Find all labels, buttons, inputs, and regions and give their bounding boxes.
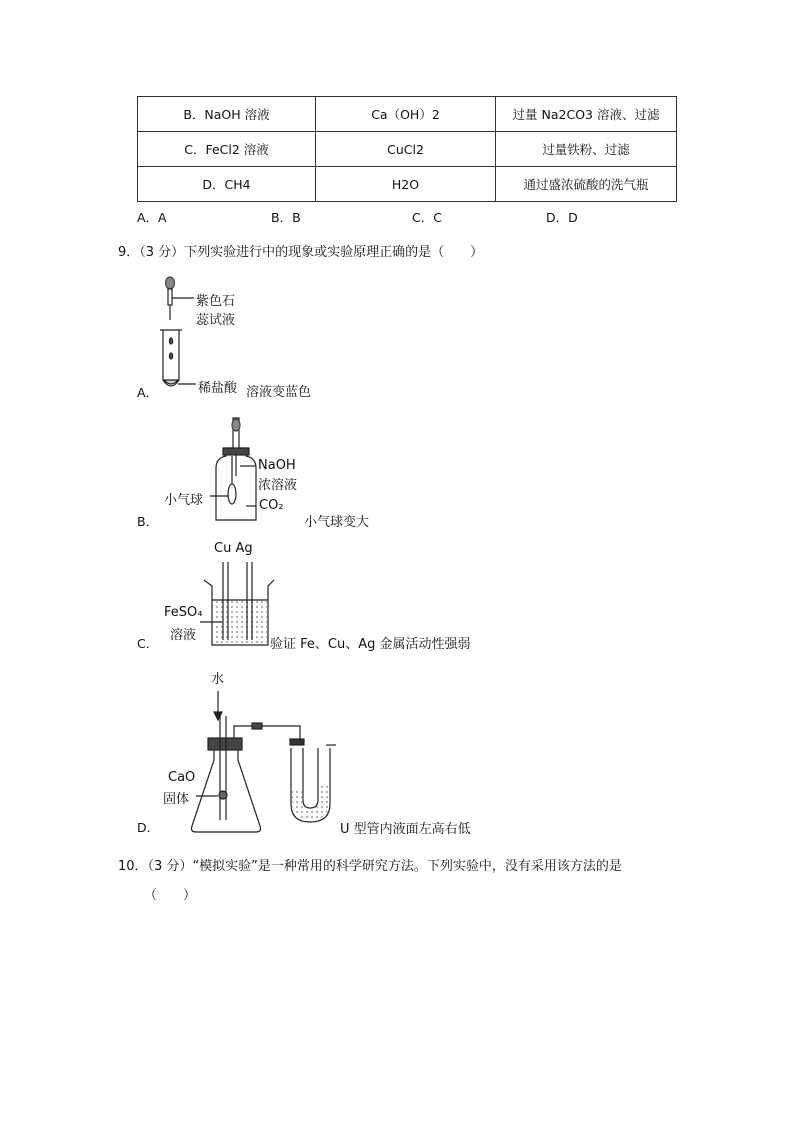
reagent-label-2: 蕊试液 [196,313,236,328]
table-cell-method: 过量铁粉、过滤 [496,132,677,167]
table-cell-impurity: Ca（OH）2 [316,97,496,132]
choice-c-letter[interactable]: C． [137,636,159,651]
beaker-icon [204,562,274,645]
test-tube-icon [160,330,182,386]
gas-label: CO₂ [259,498,284,513]
choice-a-letter[interactable]: A． [137,385,159,400]
question-9-stem: 9．（3 分）下列实验进行中的现象或实验原理正确的是（ ） [118,245,484,260]
result-c: 验证 Fe、Cu、Ag 金属活动性强弱 [270,637,471,652]
solid-label-1: CaO [168,770,196,785]
table-cell-impurity: H2O [316,167,496,202]
table-cell-option: D．CH4 [138,167,316,202]
metals-label: Cu Ag [214,541,253,556]
table-cell-option: B．NaOH 溶液 [138,97,316,132]
solid-label-2: 固体 [163,792,190,807]
result-d: U 型管内液面左高右低 [340,822,471,837]
flask-icon [192,691,301,832]
solution-label-1: FeSO₄ [164,605,203,620]
choice-b[interactable]: B．B [271,210,301,225]
choice-a[interactable]: A．A [137,210,167,225]
naoh-label-1: NaOH [258,458,296,473]
question-10-blank: （ ） [144,888,197,903]
balloon-label: 小气球 [164,493,204,508]
reagent-label-1: 紫色石 [196,294,236,309]
u-tube-icon [290,739,336,822]
table-cell-option: C．FeCl2 溶液 [138,132,316,167]
choice-b-letter[interactable]: B． [137,514,159,529]
choice-d-letter[interactable]: D． [137,820,160,835]
gas-bottle-icon [216,418,256,520]
table-cell-method: 通过盛浓硫酸的洗气瓶 [496,167,677,202]
result-b: 小气球变大 [304,515,370,530]
choice-c[interactable]: C．C [412,210,442,225]
acid-label: 稀盐酸 [198,381,238,396]
table-cell-impurity: CuCl2 [316,132,496,167]
water-label: 水 [211,672,225,687]
solution-label-2: 溶液 [170,628,197,643]
table-cell-method: 过量 Na2CO3 溶液、过滤 [496,97,677,132]
result-a: 溶液变蓝色 [246,385,312,400]
choice-d[interactable]: D．D [546,210,578,225]
question-10-stem: 10．（3 分）“模拟实验”是一种常用的科学研究方法。下列实验中，没有采用该方法的是 [118,859,622,874]
naoh-label-2: 浓溶液 [258,478,298,493]
